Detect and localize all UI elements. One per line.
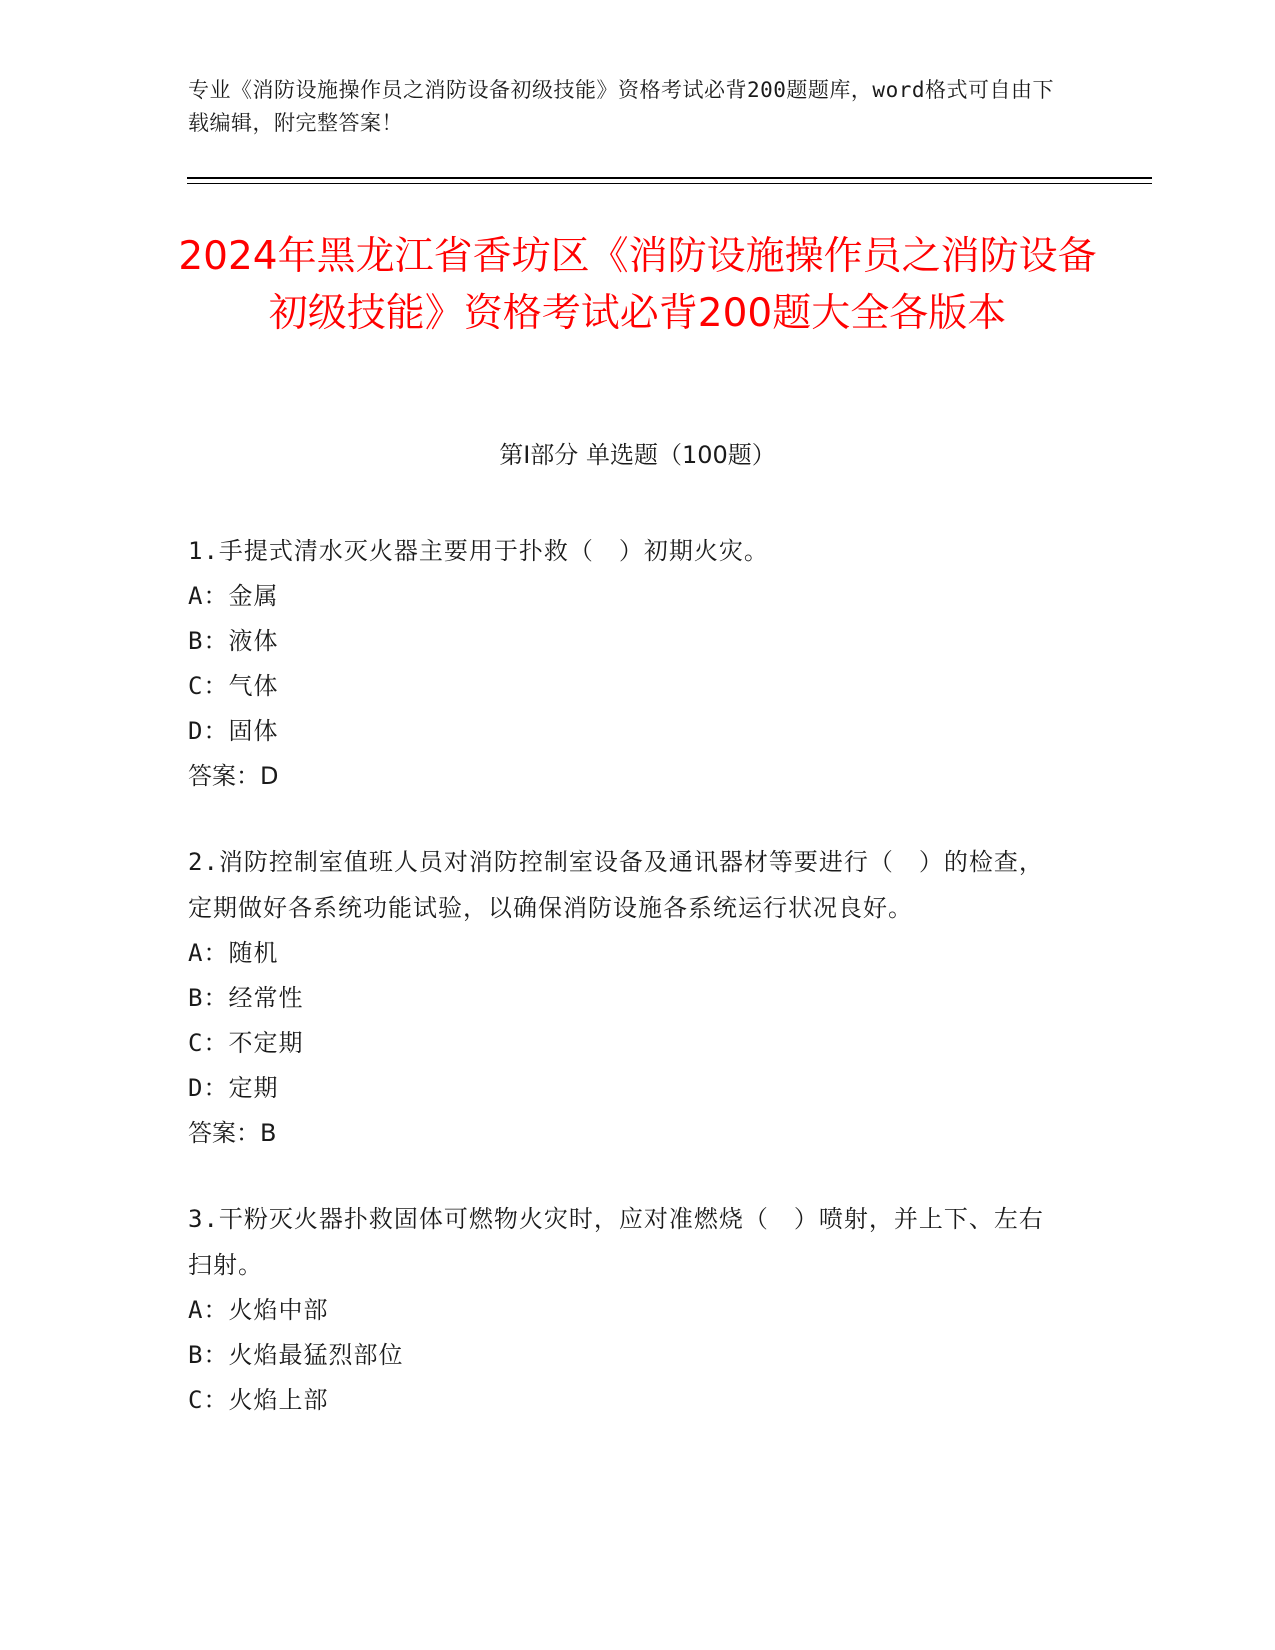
option-b: B：经常性 [188, 984, 304, 1012]
header-divider-thick [187, 177, 1152, 179]
option-b: B：液体 [188, 627, 279, 655]
question-3 [188, 1196, 1068, 1423]
question-2 [188, 839, 1068, 1156]
question-stem: 1.手提式清水灭火器主要用于扑救（ ）初期火灾。 [188, 537, 769, 565]
answer: 答案：B [188, 1119, 277, 1147]
option-d: D：定期 [188, 1074, 279, 1102]
option-c: C：火焰上部 [188, 1386, 329, 1414]
option-c: C：不定期 [188, 1029, 304, 1057]
option-a: A：金属 [188, 582, 279, 610]
option-d: D：固体 [188, 717, 279, 745]
question-stem: 2.消防控制室值班人员对消防控制室设备及通讯器材等要进行（ ）的检查，定期做好各系统功能试验，以确保消防设施各系统运行状况良好。 [188, 848, 1044, 922]
question-stem: 3.干粉灭火器扑救固体可燃物火灾时，应对准燃烧（ ）喷射，并上下、左右扫射。 [188, 1205, 1044, 1279]
section-title: 第Ⅰ部分 单选题（100题） [499, 441, 776, 469]
header-note: 专业《消防设施操作员之消防设备初级技能》资格考试必背200题题库，word格式可自由下载编辑，附完整答案！ [188, 78, 1054, 135]
header-divider-thin [187, 183, 1152, 184]
answer: 答案：D [188, 762, 279, 790]
option-c: C：气体 [188, 672, 279, 700]
question-1 [188, 528, 1068, 799]
question-list [188, 528, 1068, 1463]
document-title: 2024年黑龙江省香坊区《消防设施操作员之消防设备初级技能》资格考试必背200题大全各版本 [178, 234, 1097, 336]
option-a: A：随机 [188, 939, 279, 967]
option-b: B：火焰最猛烈部位 [188, 1341, 404, 1369]
option-a: A：火焰中部 [188, 1296, 329, 1324]
